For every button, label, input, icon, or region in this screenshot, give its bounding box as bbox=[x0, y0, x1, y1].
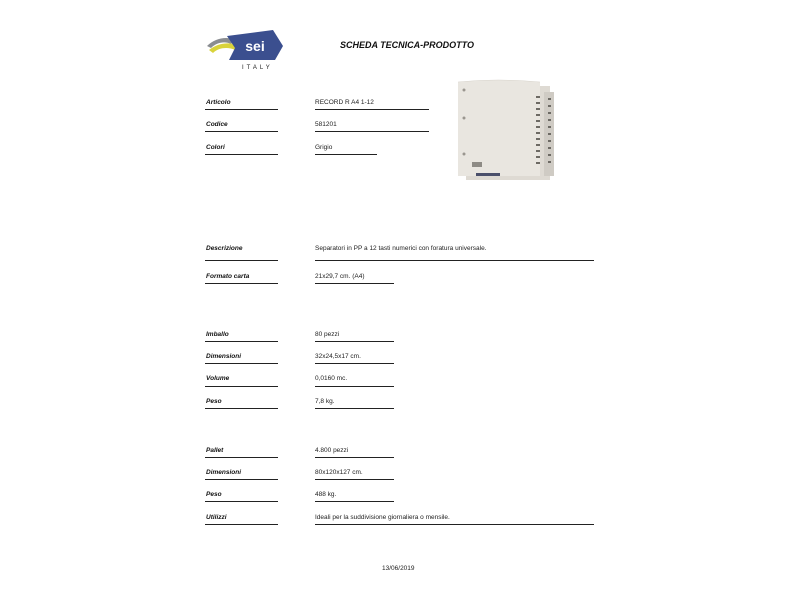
value-underline bbox=[315, 524, 594, 525]
label-underline bbox=[205, 109, 278, 110]
label-underline bbox=[205, 501, 278, 502]
value-underline bbox=[315, 386, 394, 387]
label-underline bbox=[205, 341, 278, 342]
label-articolo: Articolo bbox=[206, 99, 231, 106]
label-pallet: Pallet bbox=[206, 447, 224, 454]
label-underline bbox=[205, 524, 278, 525]
value-underline bbox=[315, 109, 429, 110]
label-dimensioni-pallet: Dimensioni bbox=[206, 469, 242, 476]
label-underline bbox=[205, 408, 278, 409]
value-formato: 21x29,7 cm. (A4) bbox=[315, 273, 365, 280]
label-underline bbox=[205, 363, 278, 364]
label-imballo: Imballo bbox=[206, 331, 229, 338]
label-colori: Colori bbox=[206, 144, 225, 151]
value-underline bbox=[315, 283, 394, 284]
value-peso-imballo: 7,8 kg. bbox=[315, 398, 335, 405]
value-peso-pallet: 488 kg. bbox=[315, 491, 337, 498]
value-dimensioni-imballo: 32x24,5x17 cm. bbox=[315, 353, 361, 360]
value-descrizione: Separatori in PP a 12 tasti numerici con foratura universale. bbox=[315, 245, 487, 252]
label-underline bbox=[205, 131, 278, 132]
value-underline bbox=[315, 154, 377, 155]
label-underline bbox=[205, 479, 278, 480]
value-underline bbox=[315, 260, 594, 261]
value-underline bbox=[315, 131, 429, 132]
value-articolo: RECORD R A4 1-12 bbox=[315, 99, 374, 106]
value-underline bbox=[315, 408, 394, 409]
value-colori: Grigio bbox=[315, 144, 333, 151]
label-underline bbox=[205, 154, 278, 155]
logo-subtitle: ITALY bbox=[242, 65, 273, 71]
value-imballo: 80 pezzi bbox=[315, 331, 340, 338]
label-underline bbox=[205, 283, 278, 284]
value-underline bbox=[315, 479, 394, 480]
label-utilizzi: Utilizzi bbox=[206, 514, 227, 521]
label-underline bbox=[205, 386, 278, 387]
svg-text:sei: sei bbox=[245, 38, 265, 54]
label-peso-pallet: Peso bbox=[206, 491, 222, 498]
label-formato: Formato carta bbox=[206, 273, 250, 280]
label-descrizione: Descrizione bbox=[206, 245, 243, 252]
value-underline bbox=[315, 457, 394, 458]
label-underline bbox=[205, 260, 278, 261]
footer-date: 13/06/2019 bbox=[382, 565, 415, 572]
label-volume: Volume bbox=[206, 375, 230, 382]
label-peso-imballo: Peso bbox=[206, 398, 222, 405]
value-underline bbox=[315, 341, 394, 342]
value-utilizzi: Ideali per la suddivisione giornaliera o mensile. bbox=[315, 514, 450, 521]
value-volume: 0,0160 mc. bbox=[315, 375, 348, 382]
label-codice: Codice bbox=[206, 121, 228, 128]
document-title: SCHEDA TECNICA-PRODOTTO bbox=[340, 40, 475, 50]
value-dimensioni-pallet: 80x120x127 cm. bbox=[315, 469, 363, 476]
value-codice: 581201 bbox=[315, 121, 337, 128]
label-dimensioni-imballo: Dimensioni bbox=[206, 353, 242, 360]
value-underline bbox=[315, 363, 394, 364]
value-pallet: 4.800 pezzi bbox=[315, 447, 349, 454]
value-underline bbox=[315, 501, 394, 502]
product-photo bbox=[458, 78, 558, 183]
label-underline bbox=[205, 457, 278, 458]
